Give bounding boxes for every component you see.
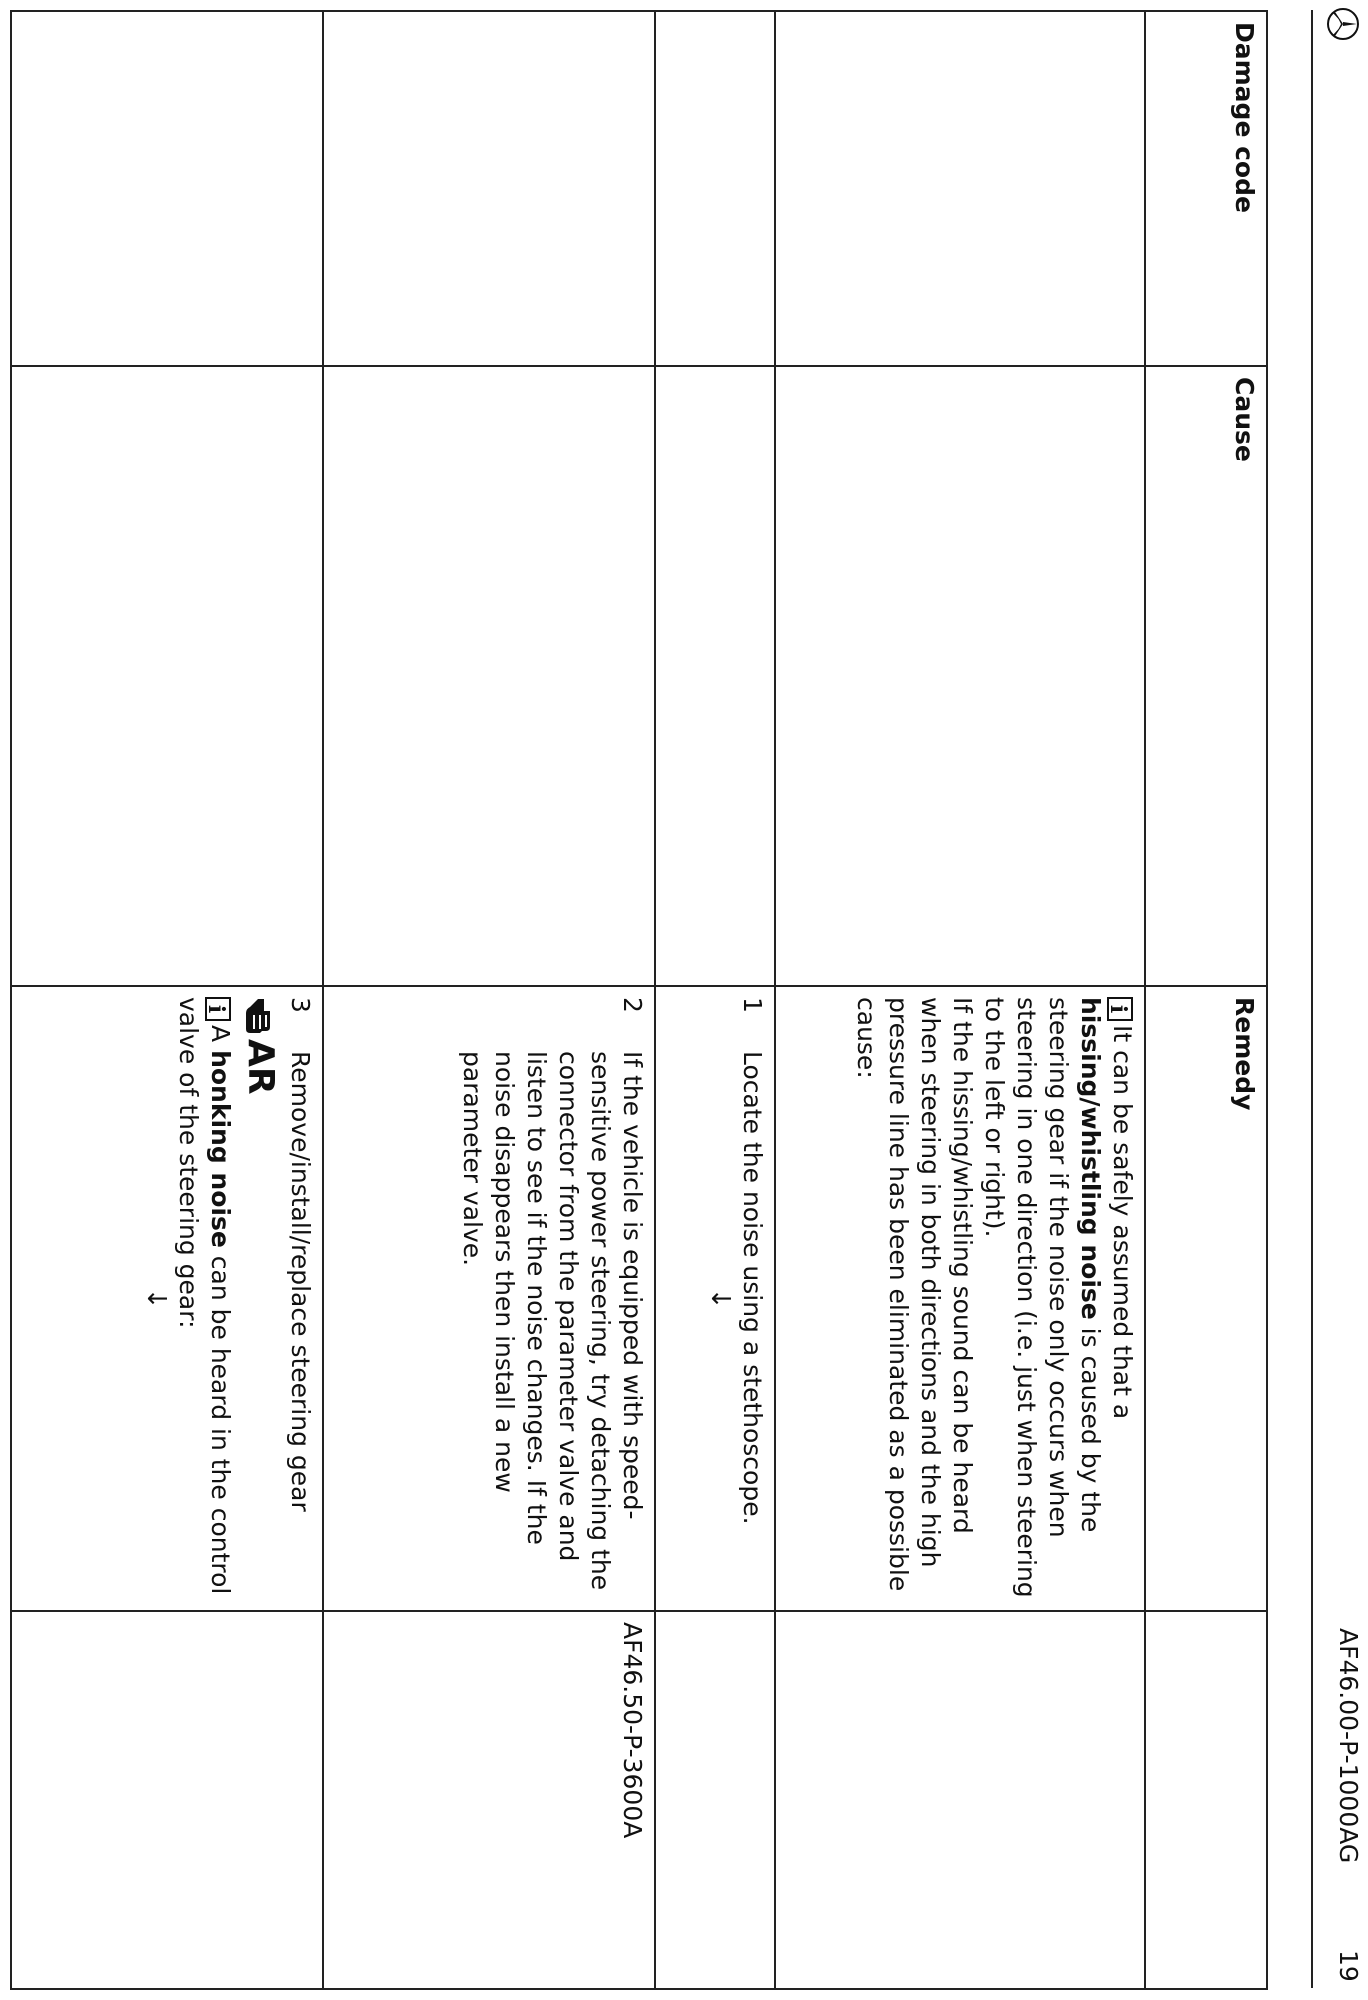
diagnosis-table	[10, 10, 1268, 1990]
note-text-pre: It can be safely assumed that a	[1108, 1025, 1137, 1420]
note-paragraph: If the hissing/whistling sound can be heard when steering in both directions and the high pressure line has been eliminated as a possible cause:	[852, 997, 977, 1592]
remedy-cell	[655, 986, 775, 1611]
mercedes-star-logo-icon	[1326, 7, 1360, 41]
page-number: 19	[1334, 1950, 1363, 1982]
continue-arrow-icon: ↓	[141, 1287, 171, 1310]
damage-code-cell	[775, 11, 1145, 366]
note-text-post: can be heard in the control valve of the steering gear:	[174, 997, 235, 1595]
step-number: 3	[286, 997, 315, 1013]
damage-code-cell	[11, 11, 323, 366]
column-header-damage-code: Damage code	[1145, 11, 1267, 366]
remedy-cell	[323, 986, 655, 1611]
pointing-hand-icon	[244, 997, 276, 1035]
ar-label: AR	[240, 1039, 281, 1095]
note-text-post: is caused by the steering gear if the noise only occurs when steering in one direction (i.e. just when steering to the left or right).	[980, 997, 1105, 1598]
step-number: 2	[618, 997, 647, 1013]
reference-cell: AF46.50-P-3600A	[323, 1611, 655, 1989]
cause-cell	[323, 366, 655, 986]
note-emphasis: honking noise	[206, 1050, 235, 1248]
reference-cell	[11, 1611, 323, 1989]
cause-cell	[655, 366, 775, 986]
damage-code-cell	[655, 11, 775, 366]
step-text: Remove/install/replace steering gear	[286, 1051, 315, 1512]
table-row	[775, 11, 1145, 1989]
table-row	[11, 11, 323, 1989]
column-header-cause: Cause	[1145, 366, 1267, 986]
column-header-remedy: Remedy	[1145, 986, 1267, 1611]
note-emphasis: hissing/whistling noise	[1076, 997, 1105, 1320]
note-text-pre: A	[206, 1025, 235, 1051]
info-note	[978, 997, 1138, 1600]
step-text: Locate the noise using a stethoscope.	[738, 1051, 767, 1525]
table-row	[323, 11, 655, 1989]
remedy-cell	[11, 986, 323, 1611]
cause-cell	[775, 366, 1145, 986]
remedy-step	[456, 997, 648, 1600]
step-number: 1	[738, 997, 767, 1013]
remedy-step	[284, 997, 316, 1600]
info-icon: i	[205, 997, 231, 1021]
reference-cell	[775, 1611, 1145, 1989]
info-note	[172, 997, 236, 1600]
remedy-step	[736, 997, 768, 1600]
continue-arrow-icon: ↓	[705, 1287, 735, 1310]
remedy-cell	[775, 986, 1145, 1611]
reference-cell	[655, 1611, 775, 1989]
column-header-reference	[1145, 1611, 1267, 1989]
step-text: If the vehicle is equipped with speed-sensitive power steering, try detaching the connector from the parameter valve and listen to see if the noise changes. If the noise disappears then install a new parameter valve.	[458, 1051, 647, 1591]
document-code: AF46.00-P-1000AG	[1334, 1628, 1363, 1864]
header-divider	[1311, 10, 1313, 1988]
cause-cell	[11, 366, 323, 986]
info-icon: i	[1107, 997, 1133, 1021]
table-row	[655, 11, 775, 1989]
damage-code-cell	[323, 11, 655, 366]
ar-reference	[240, 997, 280, 1600]
table-header-row	[1145, 11, 1267, 1989]
